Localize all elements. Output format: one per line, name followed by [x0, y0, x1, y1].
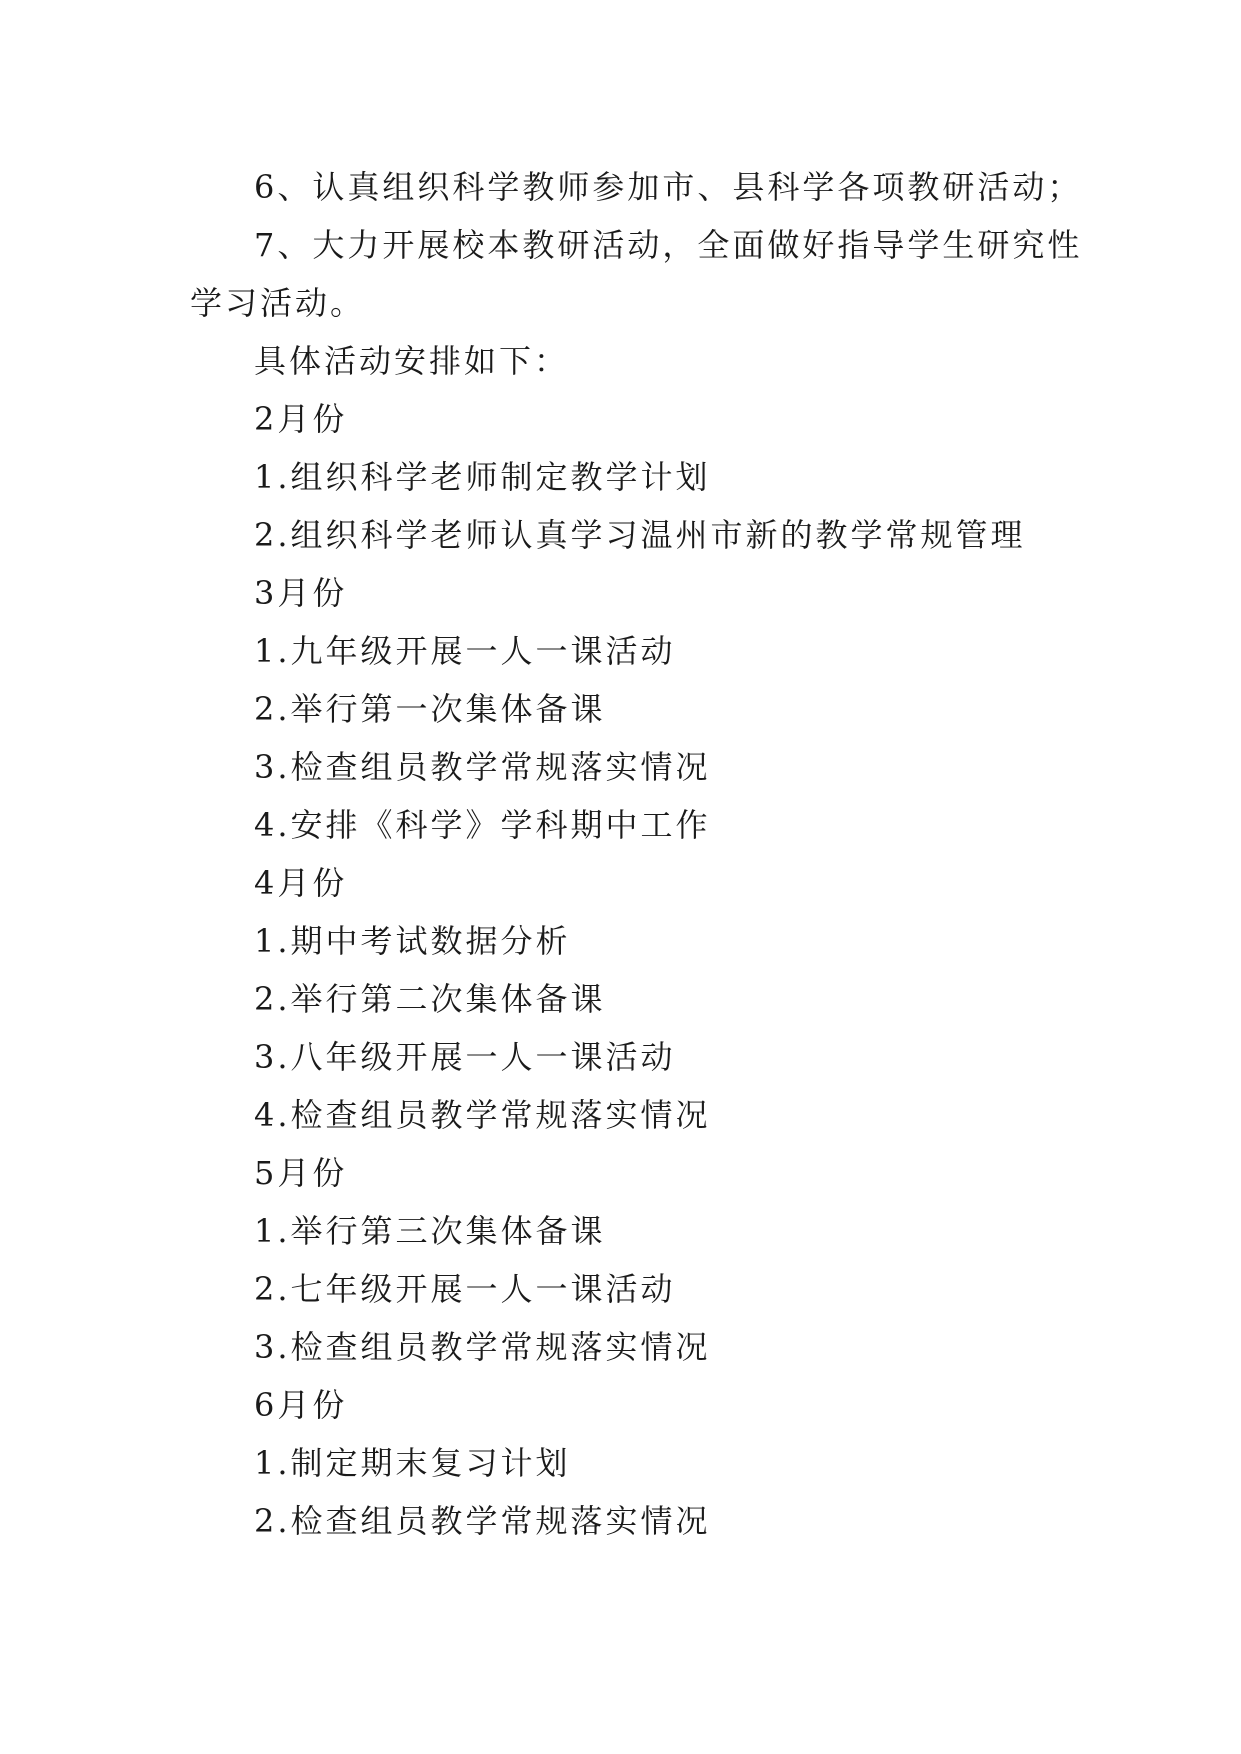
paragraph-line: 6、认真组织科学教师参加市、县科学各项教研活动； — [254, 168, 1083, 206]
month-heading: 4月份 — [254, 864, 348, 902]
list-item: 3.检查组员教学常规落实情况 — [254, 1328, 711, 1366]
paragraph-line: 具体活动安排如下： — [254, 342, 570, 380]
list-item: 1.期中考试数据分析 — [254, 922, 571, 960]
month-heading: 6月份 — [254, 1386, 348, 1424]
list-item: 4.安排《科学》学科期中工作 — [254, 806, 711, 844]
month-heading: 3月份 — [254, 574, 348, 612]
list-item: 3.检查组员教学常规落实情况 — [254, 748, 711, 786]
month-heading: 2月份 — [254, 400, 348, 438]
paragraph-line: 学习活动。 — [190, 284, 366, 322]
list-item: 4.检查组员教学常规落实情况 — [254, 1096, 711, 1134]
list-item: 2.举行第一次集体备课 — [254, 690, 606, 728]
document-body — [190, 158, 1083, 1550]
list-item: 3.八年级开展一人一课活动 — [254, 1038, 676, 1076]
list-item: 1.举行第三次集体备课 — [254, 1212, 606, 1250]
list-item: 2.组织科学老师认真学习温州市新的教学常规管理 — [254, 516, 1026, 554]
list-item: 2.举行第二次集体备课 — [254, 980, 606, 1018]
list-item: 1.九年级开展一人一课活动 — [254, 632, 676, 670]
list-item: 2.七年级开展一人一课活动 — [254, 1270, 676, 1308]
list-item: 1.组织科学老师制定教学计划 — [254, 458, 711, 496]
list-item: 1.制定期末复习计划 — [254, 1444, 571, 1482]
paragraph-line: 7、大力开展校本教研活动，全面做好指导学生研究性 — [254, 226, 1083, 264]
month-heading: 5月份 — [254, 1154, 348, 1192]
list-item: 2.检查组员教学常规落实情况 — [254, 1502, 711, 1540]
